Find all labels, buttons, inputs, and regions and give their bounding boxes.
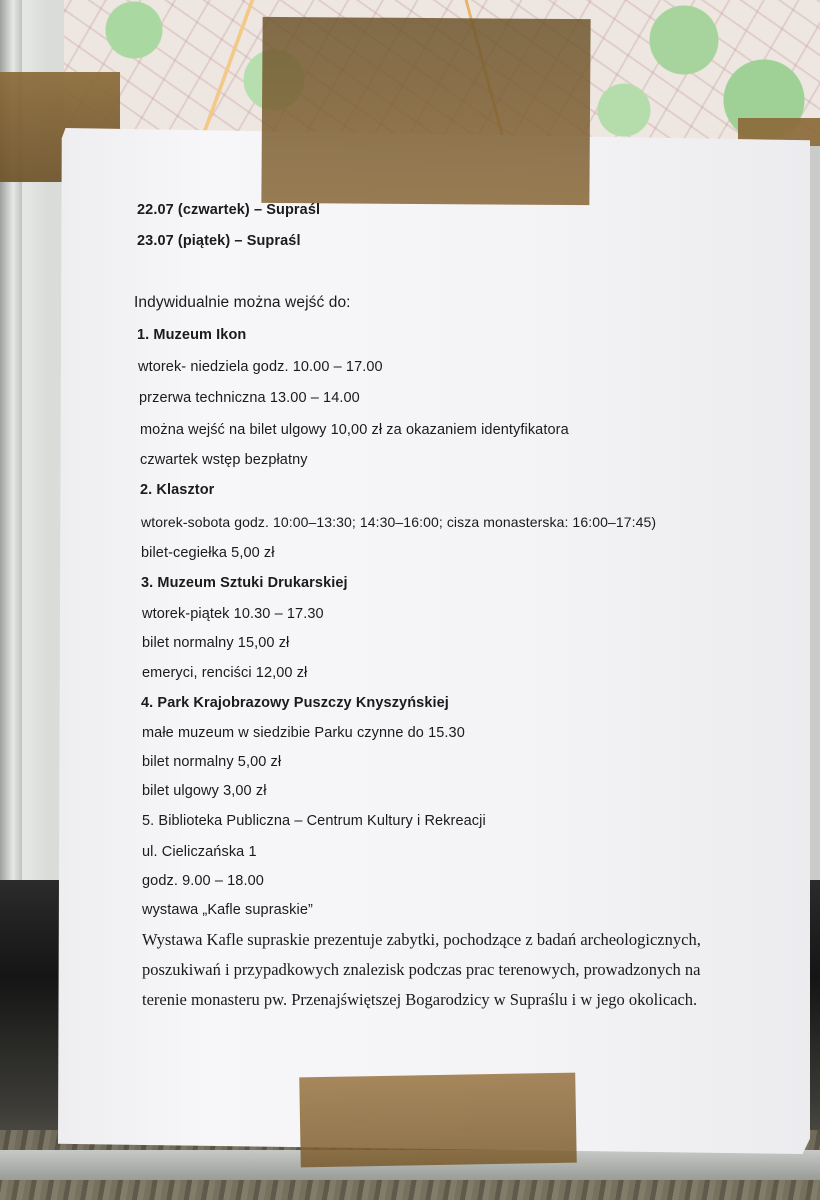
section-heading-muzeum-sztuki: 3. Muzeum Sztuki Drukarskiej [141,575,348,591]
date-line: 23.07 (piątek) – Supraśl [137,233,301,249]
info-line: wtorek-sobota godz. 10:00–13:30; 14:30–16:00; cisza monasterska: 16:00–17:45) [141,514,657,530]
tape-top [261,17,590,205]
intro-line: Indywidualnie można wejść do: [134,294,351,311]
info-line: wtorek-piątek 10.30 – 17.30 [142,606,324,622]
tape-bottom [299,1073,577,1168]
date-line: 22.07 (czwartek) – Supraśl [137,202,321,218]
info-line: bilet normalny 5,00 zł [142,754,282,770]
info-line: małe muzeum w siedzibie Parku czynne do 15.30 [142,725,465,741]
section-heading-biblioteka: 5. Biblioteka Publiczna – Centrum Kultury i Rekreacji [142,813,486,829]
info-line: można wejść na bilet ulgowy 10,00 zł za okazaniem identyfikatora [140,422,569,438]
description-line: Wystawa Kafle supraskie prezentuje zabytki, pochodzące z badań archeologicznych, [142,930,701,949]
info-line: wtorek- niedziela godz. 10.00 – 17.00 [138,359,383,375]
map-road [198,0,255,145]
info-line: bilet-cegiełka 5,00 zł [141,545,275,561]
info-line: godz. 9.00 – 18.00 [142,873,264,889]
section-heading-klasztor: 2. Klasztor [140,482,215,498]
description-line: poszukiwań i przypadkowych znalezisk podczas prac terenowych, prowadzonych na [142,960,701,979]
info-line: przerwa techniczna 13.00 – 14.00 [139,390,360,406]
section-heading-muzeum-ikon: 1. Muzeum Ikon [137,327,247,343]
info-line: wystawa „Kafle supraskie” [142,902,313,918]
info-line: emeryci, renciści 12,00 zł [142,665,308,681]
info-line: bilet ulgowy 3,00 zł [142,783,267,799]
info-line: ul. Cieliczańska 1 [142,844,257,860]
section-heading-park: 4. Park Krajobrazowy Puszczy Knyszyńskiej [141,695,449,711]
description-line: terenie monasteru pw. Przenajświętszej Bogarodzicy w Supraślu i w jego okolicach. [142,990,698,1009]
info-line: czwartek wstęp bezpłatny [140,452,308,468]
info-line: bilet normalny 15,00 zł [142,635,290,651]
